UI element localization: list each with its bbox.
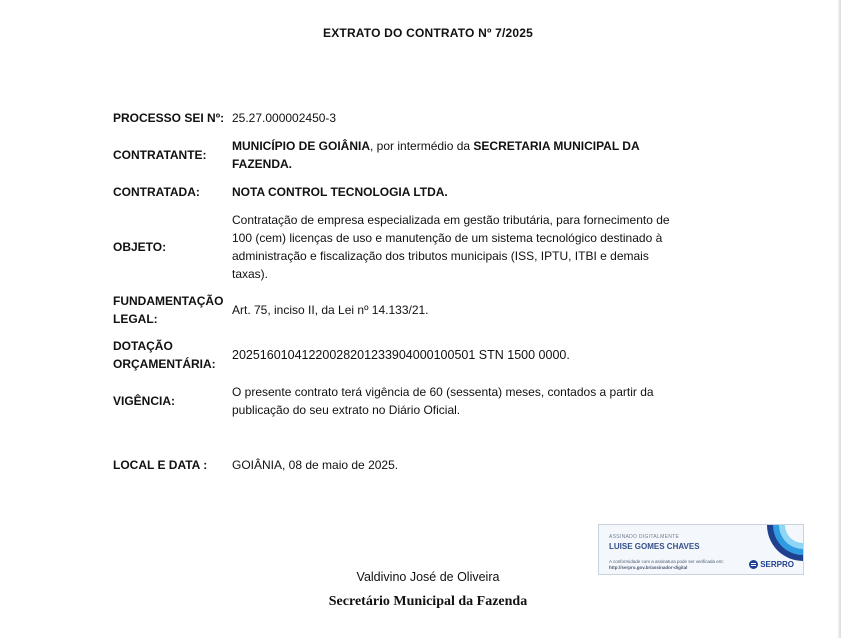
contratada-label: CONTRATADA: [113, 185, 200, 199]
processo-label: PROCESSO SEI Nº: [113, 111, 225, 125]
processo-value: 25.27.000002450-3 [232, 111, 337, 125]
stamp-verification-url[interactable]: http://serpro.gov.br/assinador-digital [609, 565, 688, 570]
document-title: EXTRATO DO CONTRATO Nº 7/2025 [323, 26, 533, 40]
field-processo [113, 109, 693, 127]
contratante-secretaria: SECRETARIA MUNICIPAL DA FAZENDA. [232, 139, 640, 171]
local-data-value: GOIÂNIA, 08 de maio de 2025. [232, 458, 399, 472]
field-dotacao [113, 337, 693, 373]
digital-signature-stamp [598, 524, 804, 575]
contratante-intermedio: , por intermédio da [370, 139, 474, 153]
signer-role: Secretário Municipal da Fazenda [328, 594, 528, 609]
vigencia-label: VIGÊNCIA: [113, 394, 176, 408]
vigencia-value: O presente contrato terá vigência de 60 (sessenta) meses, contados a partir da publicação do seu extrato no Diário Oficial. [232, 385, 654, 417]
contratante-label: CONTRATANTE: [113, 148, 207, 162]
serpro-brand-text: SERPRO [760, 560, 794, 569]
dotacao-label [113, 337, 232, 373]
field-contratada [113, 183, 693, 201]
fundamentacao-label [113, 292, 232, 328]
dotacao-label-line2: ORÇAMENTÁRIA: [113, 357, 216, 371]
objeto-value: Contratação de empresa especializada em gestão tributária, para fornecimento de 100 (cem) licenças de uso e manutenção de um sistema tecnológico destinado à administração e fiscalização dos tributos municipais (ISS, IPTU, ITBI e demais taxas). [232, 213, 670, 281]
contratante-municipio: MUNICÍPIO DE GOIÂNIA [232, 139, 371, 153]
stamp-verification-note: A conformidade com a assinatura pode ser verificada em: [609, 559, 724, 564]
dotacao-label-line1: DOTAÇÃO [113, 339, 173, 353]
field-objeto [113, 211, 693, 283]
fundamentacao-label-line2: LEGAL: [113, 312, 158, 326]
field-contratante [113, 137, 693, 173]
contratada-value: NOTA CONTROL TECNOLOGIA LTDA. [232, 185, 448, 199]
field-vigencia [113, 383, 693, 419]
fundamentacao-label-line1: FUNDAMENTAÇÃO [113, 294, 224, 308]
objeto-label: OBJETO: [113, 240, 167, 254]
serpro-logo-icon [749, 560, 758, 569]
contratante-value [232, 137, 652, 173]
dotacao-value: 20251601041220028201233904000100501 STN 1500 0000. [232, 348, 570, 362]
fundamentacao-value: Art. 75, inciso II, da Lei nº 14.133/21. [232, 303, 429, 317]
signer-name: Valdivino José de Oliveira [356, 570, 500, 584]
field-local-data [113, 456, 693, 474]
stamp-signer-name: LUISE GOMES CHAVES [609, 542, 700, 551]
serpro-brand [749, 560, 794, 569]
stamp-header: ASSINADO DIGITALMENTE [609, 534, 680, 540]
field-fundamentacao [113, 292, 693, 328]
local-data-label: LOCAL E DATA : [113, 458, 208, 472]
